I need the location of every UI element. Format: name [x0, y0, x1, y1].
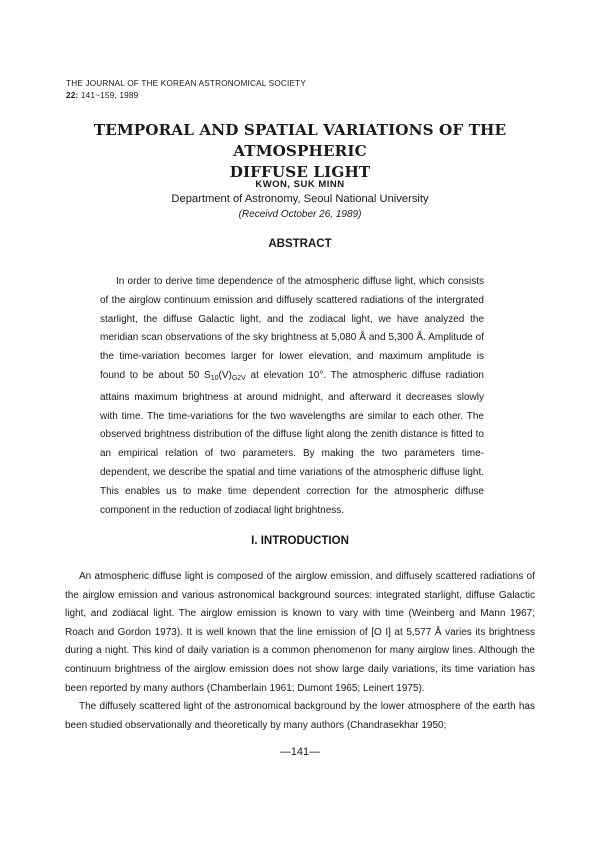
intro-paragraph-1: An atmospheric diffuse light is composed of the airglow emission, and diffusely scattered radiations of the airglow emission and various astronomical background sources: integrated starlight, diffuse Galactic light, and zodiacal light. The airglow emission is known to vary with time (Weinberg and Mann 1967; Roach and Gordon 1973). It is well known that the line emission of [O I] at 5,577 Å varies its brightness during a night. This kind of daily variation is a common phenomenon for many airglow lines. Although the continuum brightness of the airglow emission does not show large daily variations, its time variation has been reported by many authors (Chamberlain 1961; Dumont 1965; Leinert 1975). — [65, 571, 535, 694]
journal-pages: 141~159, 1989 — [80, 91, 139, 100]
journal-volume: 22: — [66, 91, 79, 100]
author-affiliation: Department of Astronomy, Seoul National University — [171, 193, 429, 205]
author-name: KWON, SUK MINN — [255, 179, 345, 190]
abstract-text-mid: (V) — [218, 369, 232, 381]
title-line-2: DIFFUSE LIGHT — [229, 163, 371, 181]
received-date: (Receivd October 26, 1989) — [238, 209, 362, 220]
abstract-body — [100, 273, 484, 520]
paper-title — [40, 120, 560, 183]
title-line-1: TEMPORAL AND SPATIAL VARIATIONS OF THE ATMOSPHERIC — [93, 121, 507, 160]
abstract-sub-2: G2V — [231, 374, 246, 382]
page-number: —141— — [279, 746, 321, 758]
abstract-text-part2: at elevation 10°. The atmospheric diffuse radiation attains maximum brightness at around midnight, and afterward it decreases slowly with time. The time-variations for the two wavelengths are similar to each other. The observed brightness distribution of the diffuse light along the zenith distance is fitted to an empirical relation of two parameters. By making the two parameters time-dependent, we describe the spatial and time variations of the atmospheric diffuse light. This enables us to make time dependent correction for the atmospheric diffuse component in the reduction of zodiacal light brightness. — [100, 369, 484, 516]
introduction-body — [65, 568, 535, 735]
journal-name: THE JOURNAL OF THE KOREAN ASTRONOMICAL SOCIETY — [66, 79, 306, 88]
abstract-text-part1: In order to derive time dependence of the atmospheric diffuse light, which consists of the airglow continuum emission and diffusely scattered radiations of the intergrated starlight, the diffuse Galactic light, and the zodiacal light, we have analyzed the meridian scan observations of the sky brightness at 5,080 Å and 5,300 Å. Amplitude of the time-variation becomes larger for lower elevation, and maximum amplitude is found to be about 50 S — [100, 276, 484, 381]
intro-paragraph-2: The diffusely scattered light of the astronomical background by the lower atmosphere of the earth has been studied observationally and theoretically by many authors (Chandrasekhar 1950; — [65, 701, 535, 731]
section-heading-introduction: I. INTRODUCTION — [251, 535, 349, 547]
abstract-heading: ABSTRACT — [268, 238, 332, 250]
author-block — [40, 177, 560, 222]
abstract-sub-1: 10 — [210, 374, 219, 382]
journal-header — [66, 78, 306, 102]
journal-volume-line — [66, 90, 306, 102]
